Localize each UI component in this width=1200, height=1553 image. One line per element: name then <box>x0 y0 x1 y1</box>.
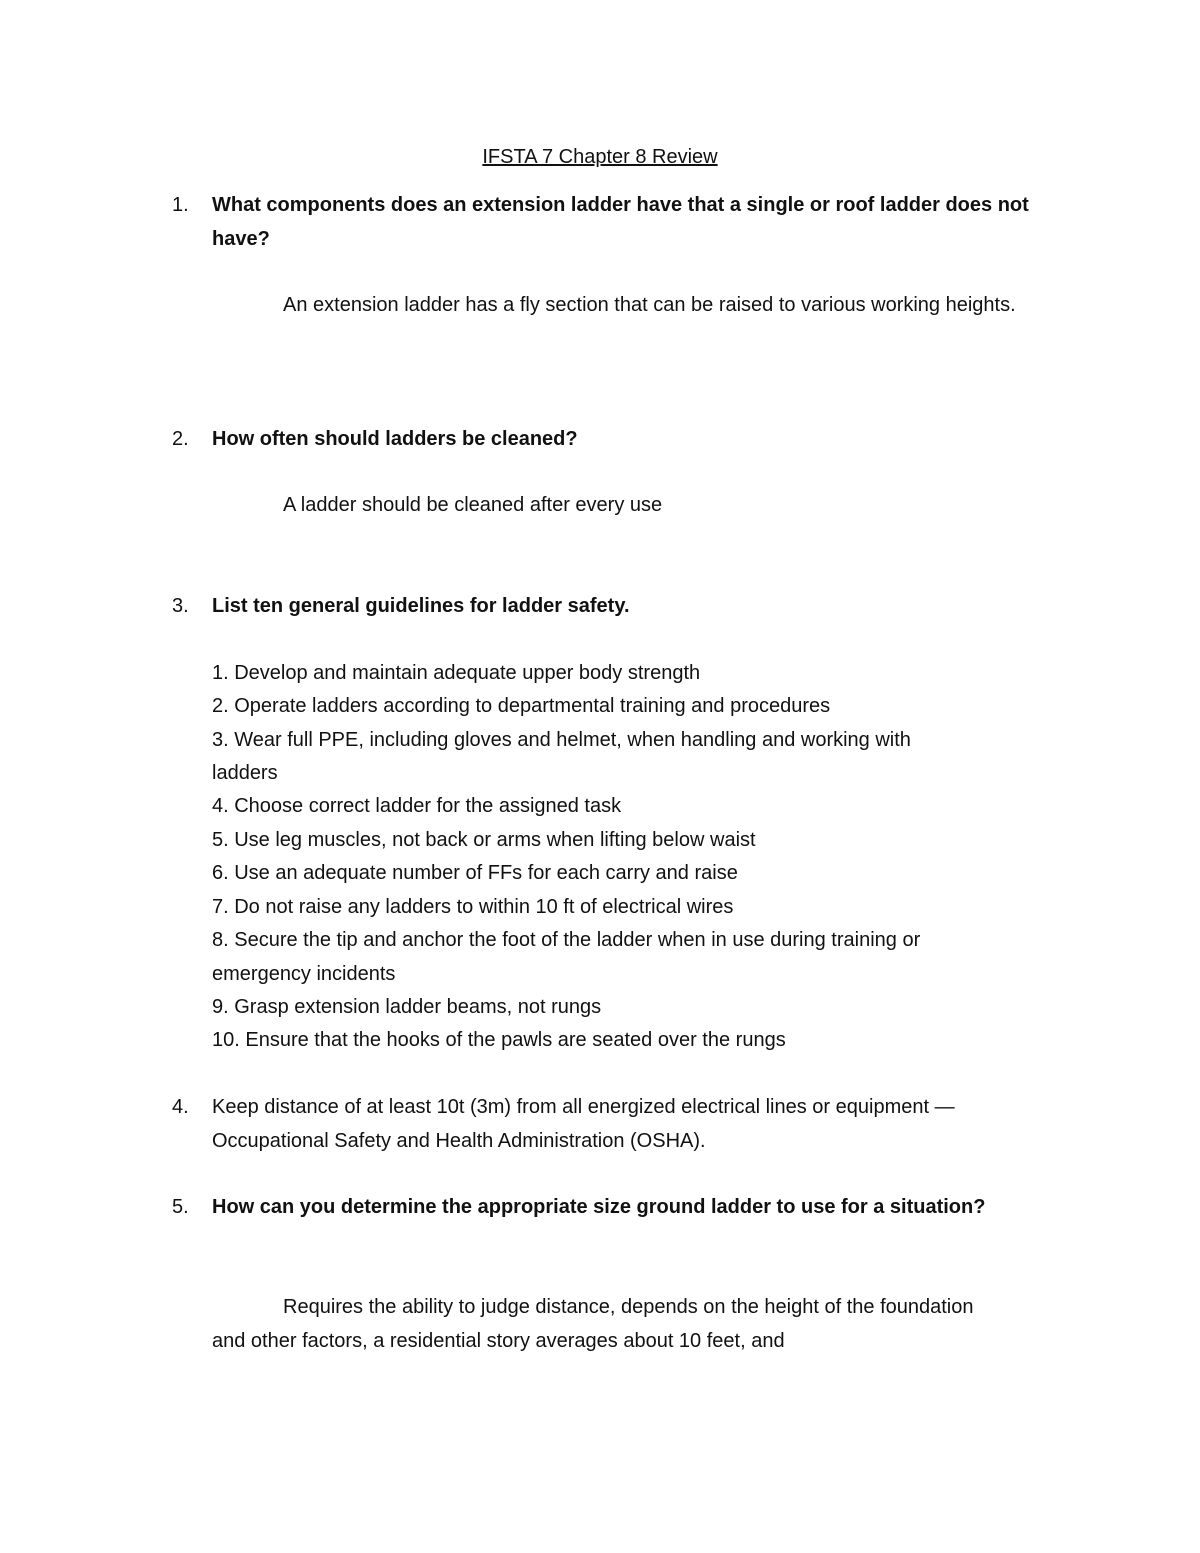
guideline-line: 10. Ensure that the hooks of the pawls are seated over the rungs <box>212 1029 786 1051</box>
guideline-line: 1. Develop and maintain adequate upper body strength <box>212 662 701 684</box>
answer-2-text: A ladder should be cleaned after every use <box>283 494 663 516</box>
guideline-line: 2. Operate ladders according to departmental training and procedures <box>212 695 831 717</box>
guideline-line: 6. Use an adequate number of FFs for each carry and raise <box>212 862 738 884</box>
question-1-text: What components does an extension ladder have that a single or roof ladder does not have? <box>212 194 1029 250</box>
question-1-number: 1. <box>172 194 189 216</box>
question-3-text: List ten general guidelines for ladder safety. <box>212 595 630 617</box>
question-5-text: How can you determine the appropriate size ground ladder to use for a situation? <box>212 1196 986 1218</box>
item-4-text: Keep distance of at least 10t (3m) from all energized electrical lines or equipment — Occupational Safety and Health Administration (OSHA). <box>212 1096 955 1152</box>
guideline-line: 7. Do not raise any ladders to within 10 ft of electrical wires <box>212 896 734 918</box>
question-2-number: 2. <box>172 428 189 450</box>
guideline-line: 3. Wear full PPE, including gloves and helmet, when handling and working with <box>212 729 911 751</box>
answer-1-text: An extension ladder has a fly section that can be raised to various working heights. <box>283 294 1016 316</box>
guideline-line: emergency incidents <box>212 963 396 985</box>
question-2-text: How often should ladders be cleaned? <box>212 428 578 450</box>
guideline-line: 9. Grasp extension ladder beams, not rungs <box>212 996 602 1018</box>
guideline-line: 5. Use leg muscles, not back or arms when lifting below waist <box>212 829 756 851</box>
question-3-number: 3. <box>172 595 189 617</box>
guideline-line: ladders <box>212 762 278 784</box>
answer-5-text: Requires the ability to judge distance, depends on the height of the foundation and other factors, a residential story averages about 10 feet, and <box>212 1296 974 1352</box>
guideline-line: 8. Secure the tip and anchor the foot of the ladder when in use during training or <box>212 929 921 951</box>
guideline-line: 4. Choose correct ladder for the assigned task <box>212 795 622 817</box>
page-title: IFSTA 7 Chapter 8 Review <box>482 146 718 168</box>
question-5-number: 5. <box>172 1196 189 1218</box>
item-4-number: 4. <box>172 1096 189 1118</box>
